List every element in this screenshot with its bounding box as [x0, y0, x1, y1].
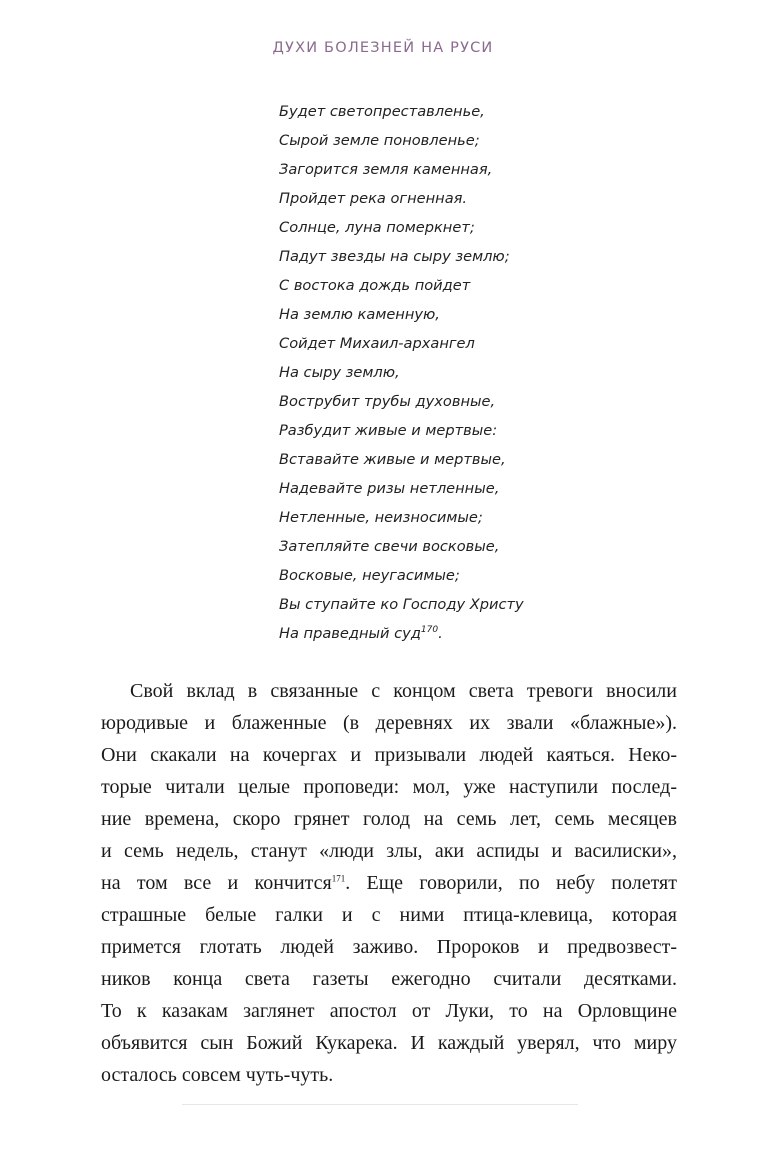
paragraph-line: и семь недель, станут «люди злы, аки аспиды и василиски»,: [101, 840, 677, 862]
poem-line: С востока дождь пойдет: [279, 277, 471, 294]
paragraph-fn-before: на том все и кончится: [101, 872, 332, 894]
poem-line: Вострубит трубы духовные,: [279, 393, 496, 410]
paragraph-last-line: осталось совсем чуть-чуть.: [101, 1064, 334, 1086]
paragraph-line: Они скакали на кочергах и призывали людей каяться. Неко-: [101, 744, 677, 766]
poem-block: [279, 100, 699, 651]
paragraph-fn-after: . Еще говорили, по небу полетят: [345, 872, 677, 894]
poem-line: Солнце, луна померкнет;: [279, 219, 475, 236]
poem-line: На землю каменную,: [279, 306, 440, 323]
poem-line: Пройдет река огненная.: [279, 190, 468, 207]
paragraph-line: ников конца света газеты ежегодно считали десятками.: [101, 968, 677, 990]
running-head: ДУХИ БОЛЕЗНЕЙ НА РУСИ: [272, 40, 494, 56]
poem-line: Надевайте ризы нетленные,: [279, 480, 500, 497]
poem-line: Затепляйте свечи восковые,: [279, 538, 500, 555]
paragraph-line: ние времена, скоро грянет голод на семь лет, семь месяцев: [101, 808, 677, 830]
poem-line: Восковые, неугасимые;: [279, 567, 460, 584]
paragraph-line: торые читали целые проповеди: мол, уже наступили послед-: [101, 776, 677, 798]
poem-line: Падут звезды на сыру землю;: [279, 248, 510, 265]
paragraph-line: юродивые и блаженные (в деревнях их звали «блажные»).: [101, 712, 677, 734]
paragraph-line: объявится сын Божий Кукарека. И каждый уверял, что миру: [101, 1032, 677, 1054]
poem-line: Будет светопреставленье,: [279, 103, 485, 120]
poem-last-line: [279, 622, 699, 651]
poem-line: Вы ступайте ко Господу Христу: [279, 596, 524, 613]
poem-line: Сырой земле поновленье;: [279, 132, 480, 149]
footnote-ref-171[interactable]: 171: [331, 873, 346, 884]
poem-line: На сыру землю,: [279, 364, 400, 381]
footer-divider: [182, 1104, 578, 1105]
poem-line: Загорится земля каменная,: [279, 161, 493, 178]
paragraph-line: примется глотать людей заживо. Пророков и предвозвест-: [101, 936, 677, 958]
paragraph-line: страшные белые галки и с ними птица-клевица, которая: [101, 904, 677, 926]
paragraph-line-with-footnote: [101, 867, 677, 899]
body-paragraph: [101, 675, 677, 1091]
poem-line: Нетленные, неизносимые;: [279, 509, 483, 526]
footnote-ref-170[interactable]: 170: [420, 625, 439, 636]
poem-last-line-end: .: [438, 625, 443, 642]
paragraph-line: Свой вклад в связанные с концом света тревоги вносили: [130, 680, 677, 702]
paragraph-line: То к казакам заглянет апостол от Луки, то на Орловщине: [101, 1000, 677, 1022]
poem-line: Разбудит живые и мертвые:: [279, 422, 498, 439]
poem-line: Сойдет Михаил-архангел: [279, 335, 475, 352]
poem-line: Вставайте живые и мертвые,: [279, 451, 506, 468]
poem-last-line-text: На праведный суд: [279, 625, 421, 642]
